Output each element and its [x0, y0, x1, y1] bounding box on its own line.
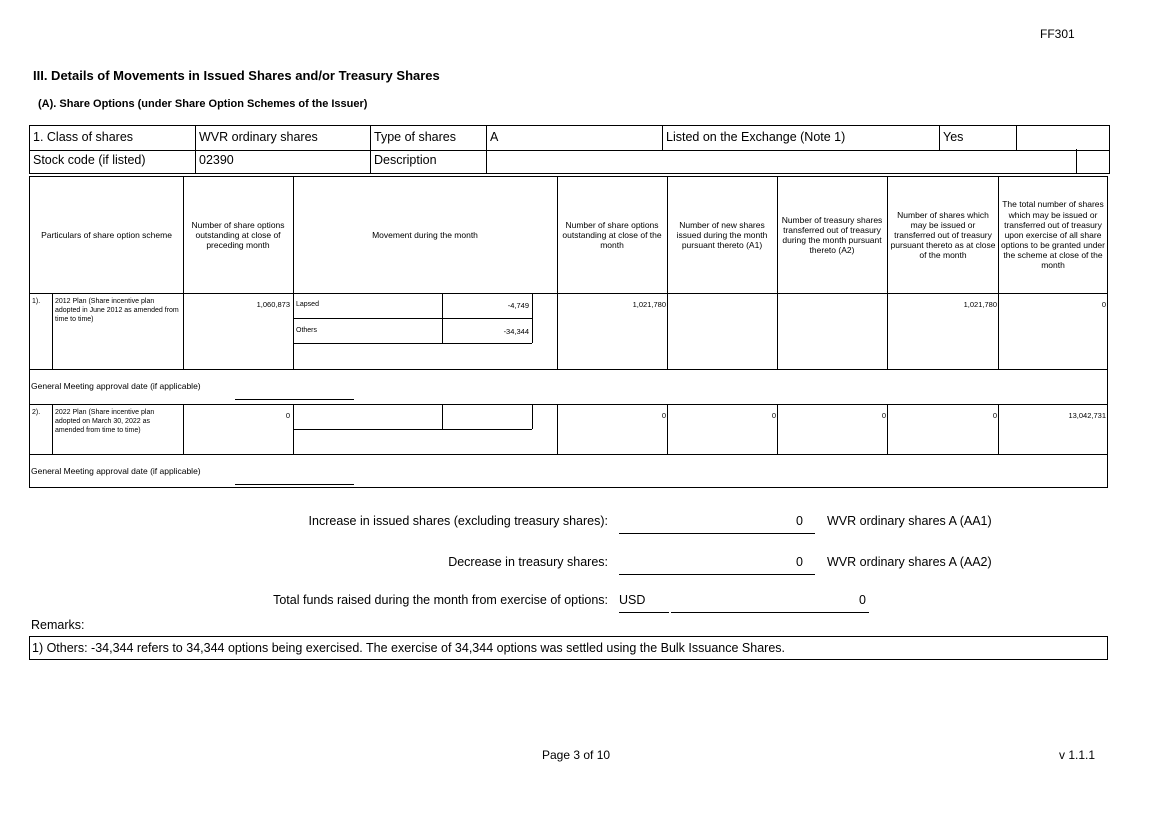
- plan-1-number: 1).: [32, 298, 41, 305]
- stock-code-label: Stock code (if listed): [33, 153, 146, 167]
- col-treasury-transferred: Number of treasury shares transferred out of treasury during the month pursuant thereto (A2): [781, 214, 883, 256]
- plan-1-movement-1-label: Lapsed: [296, 301, 319, 308]
- funds-value: 0: [859, 593, 866, 607]
- plan-1-closing: 1,021,780: [632, 300, 666, 309]
- gm-approval-date-1: [235, 399, 354, 400]
- col-particulars: Particulars of share option scheme: [41, 229, 172, 240]
- decrease-unit: WVR ordinary shares A (AA2): [827, 555, 992, 569]
- listed-label: Listed on the Exchange (Note 1): [662, 126, 939, 150]
- remarks-text: 1) Others: -34,344 refers to 34,344 options being exercised. The exercise of 34,344 options was settled using the Bulk Issuance Shares.: [29, 636, 1108, 660]
- gm-approval-date-2: [235, 484, 354, 485]
- increase-underline: [619, 533, 815, 534]
- listed-extra-cell: [1016, 126, 1109, 150]
- plan-2-new-shares: 0: [771, 411, 776, 420]
- class-value: WVR ordinary shares: [195, 126, 370, 150]
- gm-approval-label-2: General Meeting approval date (if applicable): [31, 466, 201, 476]
- decrease-label: Decrease in treasury shares:: [448, 555, 608, 569]
- description-label: Description: [370, 149, 486, 173]
- col-outstanding-open: Number of share options outstanding at close of preceding month: [191, 219, 285, 251]
- col-new-shares: Number of new shares issued during the month pursuant thereto (A1): [676, 219, 768, 251]
- remarks-label: Remarks:: [31, 618, 85, 632]
- plan-2-number: 2).: [32, 409, 41, 416]
- decrease-value: 0: [796, 555, 803, 569]
- description-extra-cell: [1076, 149, 1109, 173]
- version: v 1.1.1: [1059, 748, 1096, 762]
- plan-2-opening: 0: [285, 411, 290, 420]
- col-outstanding-close: Number of share options outstanding at close of the month: [562, 219, 662, 251]
- plan-2-total: 13,042,731: [1068, 411, 1106, 420]
- stock-code-row: [29, 149, 1110, 174]
- class-label: 1. Class of shares: [33, 130, 134, 144]
- plan-1-total: 0: [1101, 300, 1106, 309]
- subsection-title: (A). Share Options (under Share Option Schemes of the Issuer): [38, 98, 368, 110]
- col-may-be-issued: Number of shares which may be issued or transferred out of treasury pursuant thereto as at close of the month: [890, 209, 996, 261]
- decrease-underline: [619, 574, 815, 575]
- plan-1-opening: 1,060,873: [256, 300, 290, 309]
- share-options-table: [29, 176, 1108, 488]
- page-number: Page 3 of 10: [542, 748, 611, 762]
- increase-label: Increase in issued shares (excluding treasury shares):: [308, 514, 608, 528]
- form-code: FF301: [1040, 27, 1075, 41]
- plan-1-may-be-issued: 1,021,780: [963, 300, 997, 309]
- funds-underline: [671, 612, 869, 613]
- plan-2-treasury: 0: [881, 411, 886, 420]
- plan-2-may-be-issued: 0: [992, 411, 997, 420]
- class-of-shares-row: [29, 125, 1110, 151]
- plan-1-movement-1-value: -4,749: [507, 301, 529, 310]
- type-value: A: [486, 126, 662, 150]
- plan-2-closing: 0: [661, 411, 666, 420]
- description-value: [486, 149, 1076, 173]
- type-label: Type of shares: [370, 126, 486, 150]
- plan-2-name: 2022 Plan (Share incentive plan adopted on March 30, 2022 as amended from time to time): [55, 409, 155, 434]
- plan-1-movement-2-value: -34,344: [503, 327, 529, 336]
- increase-value: 0: [796, 514, 803, 528]
- funds-currency: USD: [619, 593, 646, 607]
- gm-approval-label-1: General Meeting approval date (if applicable): [31, 381, 201, 391]
- stock-code-value: 02390: [195, 149, 370, 173]
- funds-currency-underline: [619, 612, 669, 613]
- plan-1-name: 2012 Plan (Share incentive plan adopted in June 2012 as amended from time to time): [55, 298, 179, 323]
- funds-label: Total funds raised during the month from exercise of options:: [273, 593, 608, 607]
- listed-value: Yes: [939, 126, 1016, 150]
- section-title: III. Details of Movements in Issued Shares and/or Treasury Shares: [33, 68, 440, 83]
- plan-1-movement-2-label: Others: [296, 327, 318, 334]
- col-total-number: The total number of shares which may be issued or transferred out of treasury upon exercise of all share options to be granted under the scheme at close of the month: [1001, 199, 1105, 271]
- col-movement: Movement during the month: [372, 229, 478, 240]
- increase-unit: WVR ordinary shares A (AA1): [827, 514, 992, 528]
